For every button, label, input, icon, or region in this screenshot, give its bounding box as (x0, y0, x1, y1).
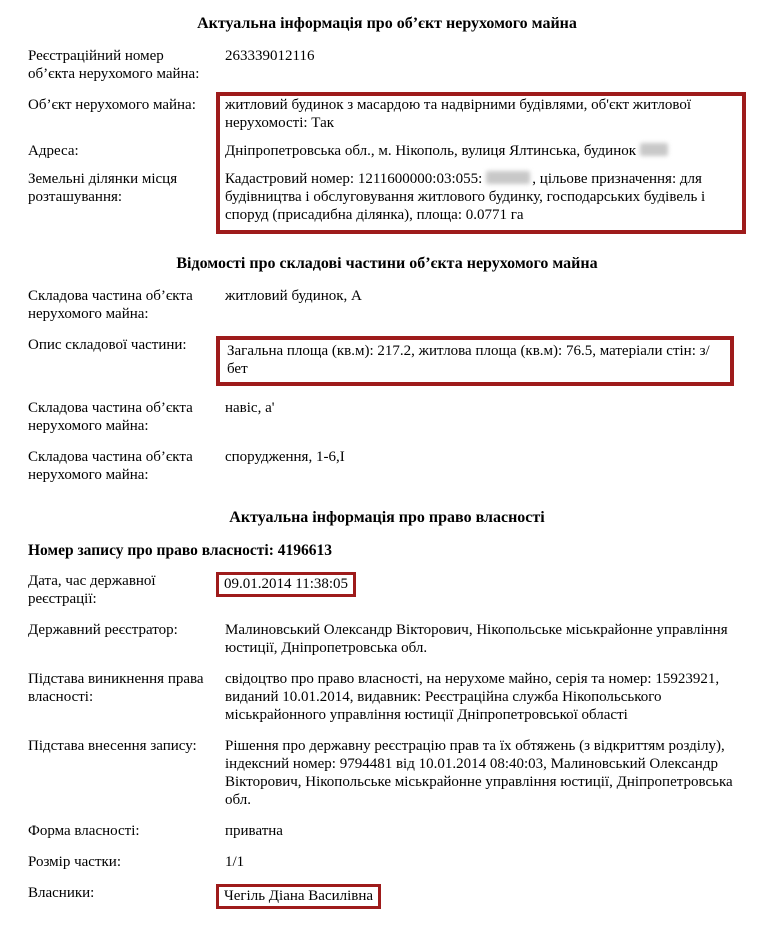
part3-value: спорудження, 1-6,I (225, 449, 345, 466)
part1-row (28, 287, 746, 323)
object-highlight-group (28, 96, 746, 230)
basis-origin-row (28, 670, 746, 724)
reg-number-label: Реєстраційний номер об’єкта нерухомого майна: (28, 48, 200, 83)
registration-date-row (28, 572, 746, 608)
basis-entry-value: Рішення про державну реєстрацію прав та їх обтяжень (з відкриттям розділу), індексний номер: 9794481 від 10.01.2014 08:40:03, Малиновський Олександр Вікторович, Нікопольське міськрайонне управління юстиції, Дніпропетровська обл. (225, 738, 733, 809)
land-value-prefix: Кадастровий номер: 1211600000:03:055: (225, 171, 483, 188)
ownership-form-row (28, 822, 746, 840)
object-row (28, 96, 746, 132)
section-object-title: Актуальна інформація про об’єкт нерухомого майна (197, 15, 577, 32)
reg-number-row (28, 47, 746, 83)
part2-value: навіс, а' (225, 400, 275, 417)
owners-value: Чегіль Діана Василівна (216, 884, 381, 909)
owners-row (28, 884, 746, 909)
part2-row (28, 399, 746, 435)
ownership-form-label: Форма власності: (28, 823, 140, 840)
part1-value: житловий будинок, А (225, 288, 362, 305)
basis-origin-value: свідоцтво про право власності, на нерухоме майно, серія та номер: 15923921, виданий 10.01.2014, видавник: Реєстраційна служба Нікопольського міськрайонного управління юстиції Дніпропетровської області (225, 671, 720, 724)
part3-label: Складова частина об’єкта нерухомого майна: (28, 449, 193, 484)
part3-row (28, 448, 746, 484)
document-page (28, 14, 746, 909)
part-desc-value-cell (216, 336, 746, 386)
address-label: Адреса: (28, 143, 79, 160)
basis-entry-label: Підстава внесення запису: (28, 738, 197, 755)
part-desc-value: Загальна площа (кв.м): 217.2, житлова площа (кв.м): 76.5, матеріали стін: з/бет (216, 336, 734, 386)
part-desc-label: Опис складової частини: (28, 337, 187, 354)
address-value-text: Дніпропетровська обл., м. Нікополь, вулиця Ялтинська, будинок (225, 143, 637, 160)
registrar-row (28, 621, 746, 657)
share-label: Розмір частки: (28, 854, 121, 871)
address-value (216, 142, 746, 160)
basis-origin-label: Підстава виникнення права власності: (28, 671, 204, 706)
land-row (28, 170, 746, 230)
object-value: житловий будинок з масардою та надвірними будівлями, об'єкт житлової нерухомості: Так (225, 97, 692, 132)
reg-number-value: 263339012116 (225, 48, 315, 65)
redacted-house-number (640, 143, 668, 156)
owners-label: Власники: (28, 885, 95, 902)
ownership-form-value: приватна (225, 823, 283, 840)
registration-date-label: Дата, час державної реєстрації: (28, 573, 156, 608)
land-value (216, 170, 746, 230)
owners-cell (216, 884, 746, 909)
registrar-label: Державний реєстратор: (28, 622, 178, 639)
share-value: 1/1 (225, 854, 245, 871)
object-label: Об’єкт нерухомого майна: (28, 97, 196, 114)
land-value-suffix: , цільове призначення: для будівництва і обслуговування житлового будинку, господарських будівель і споруд (присадибна ділянка), площа: 0.0771 га (225, 171, 706, 224)
part-desc-row (28, 336, 746, 386)
registration-date-value: 09.01.2014 11:38:05 (216, 572, 356, 597)
part1-label: Складова частина об’єкта нерухомого майна: (28, 288, 193, 323)
share-row (28, 853, 746, 871)
address-row (28, 142, 746, 160)
basis-entry-row (28, 737, 746, 809)
registration-date-cell (216, 572, 746, 608)
record-number-line: Номер запису про право власності: 4196613 (28, 541, 333, 559)
registrar-value: Малиновський Олександр Вікторович, Нікопольське міськрайонне управління юстиції, Дніпропетровська обл. (225, 622, 728, 657)
redacted-cadastral-digits (486, 171, 530, 184)
land-label: Земельні ділянки місця розташування: (28, 171, 178, 206)
section-ownership-title: Актуальна інформація про право власності (229, 509, 545, 527)
part2-label: Складова частина об’єкта нерухомого майна: (28, 400, 193, 435)
section-parts-title: Відомості про складові частини об’єкта нерухомого майна (176, 255, 598, 273)
